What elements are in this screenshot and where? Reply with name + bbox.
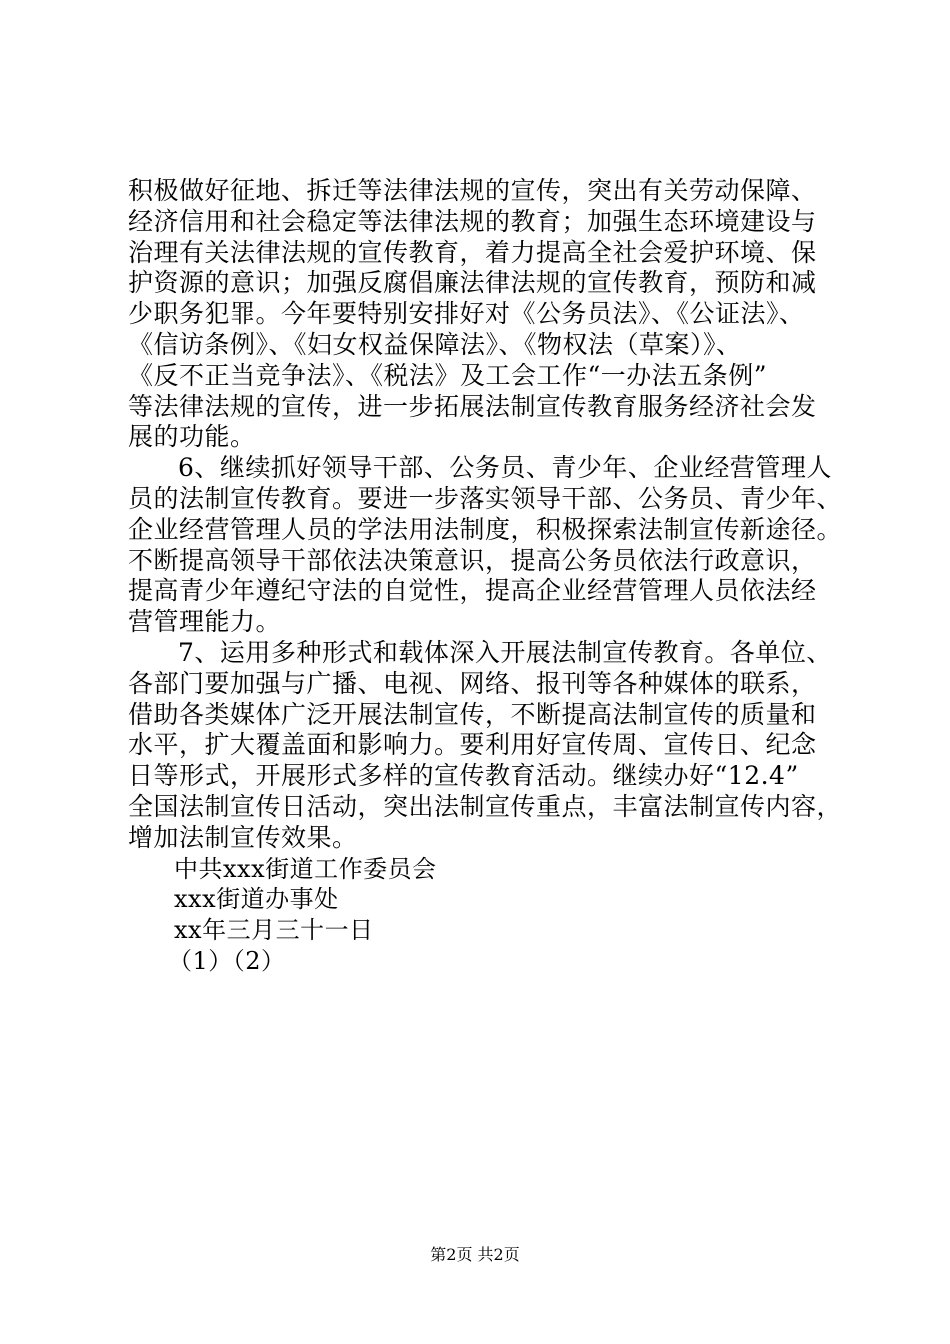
body-line: 全国法制宣传日活动，突出法制宣传重点，丰富法制宣传内容， [128,791,843,821]
body-text [128,176,843,854]
body-line: 经济信用和社会稳定等法律法规的教育；加强生态环境建设与 [128,206,817,236]
body-line: 《反不正当竞争法》、《税法》及工会工作“一办法五条例” [128,360,768,390]
body-line: 治理有关法律法规的宣传教育，着力提高全社会爱护环境、保 [128,237,817,267]
signature-office: xxx街道办事处 [174,885,339,914]
body-line: 6、继续抓好领导干部、公务员、青少年、企业经营管理人 [178,453,832,483]
body-line: 护资源的意识；加强反腐倡廉法律法规的宣传教育，预防和减 [128,268,817,298]
body-line: 《信访条例》、《妇女权益保障法》、《物权法（草案）》、 [128,329,742,359]
document-body [128,176,843,977]
body-line: 积极做好征地、拆迁等法律法规的宣传，突出有关劳动保障、 [128,176,817,205]
body-line: 借助各类媒体广泛开展法制宣传，不断提高法制宣传的质量和 [128,699,817,729]
body-line: 各部门要加强与广播、电视、网络、报刊等各种媒体的联系， [128,668,817,698]
signature-committee: 中共xxx街道工作委员会 [174,854,437,883]
body-line: 等法律法规的宣传，进一步拓展法制宣传教育服务经济社会发 [128,391,817,421]
body-line: 展的功能。 [128,422,256,452]
body-line: 不断提高领导干部依法决策意识，提高公务员依法行政意识， [128,545,817,575]
body-line: 营管理能力。 [128,607,282,637]
body-line: 员的法制宣传教育。要进一步落实领导干部、公务员、青少年、 [128,483,843,513]
body-line: 企业经营管理人员的学法用法制度，积极探索法制宣传新途径。 [128,514,843,544]
body-line: 日等形式，开展形式多样的宣传教育活动。继续办好“12.4” [128,761,799,791]
body-line: 少职务犯罪。今年要特别安排好对《公务员法》、《公证法》、 [128,299,805,329]
body-line: 水平，扩大覆盖面和影响力。要利用好宣传周、宣传日、纪念 [128,730,817,760]
body-line: 7、运用多种形式和载体深入开展法制宣传教育。各单位、 [178,637,832,667]
body-line: 增加法制宣传效果。 [128,822,358,852]
signature-notes: （1）（2） [168,946,286,975]
page-footer: 第2页 共2页 [430,1245,520,1264]
body-line: 提高青少年遵纪守法的自觉性，提高企业经营管理人员依法经 [128,576,817,606]
signature-date: xx年三月三十一日 [174,916,374,945]
